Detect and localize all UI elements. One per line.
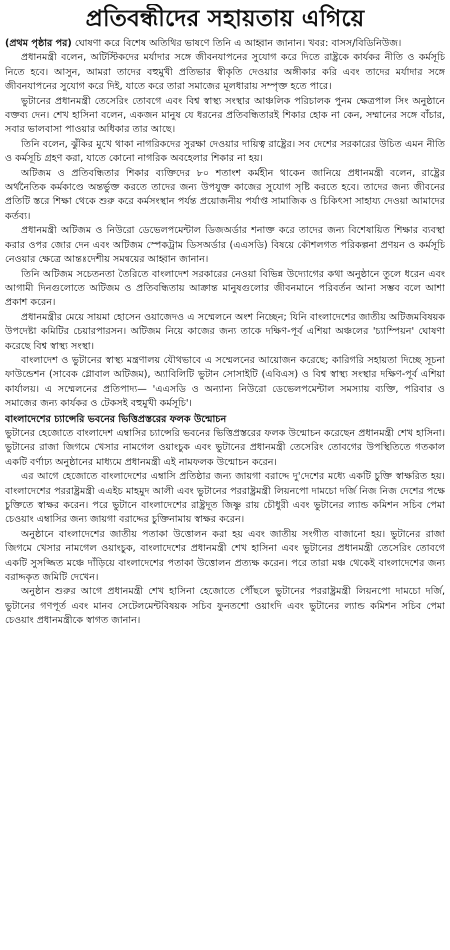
- article-paragraph: ভুটানের হেজোতে বাংলাদেশ এম্বাসির চ্যান্সেরি ভবনের ভিত্তিপ্রস্তরের ফলক উন্মোচন করেছেন প্রধানমন্ত্রী শেখ হাসিনা। ভুটানের রাজা জিগমে খেসার নামগেল ওয়াংচুক এবং ভুটানের প্রধানমন্ত্রী তেসেরিং তোবগের উপস্থিতিতে গতকাল একটি বর্ণাঢ্য অনুষ্ঠানের মাধ্যমে প্রধানমন্ত্রী এই নামফলক উন্মোচন করেন।: [5, 427, 445, 468]
- paragraph-text: ঘোষণা করে বিশেষ অতিথির ভাষণে তিনি এ আহ্বান জানান। খবর: বাসস/বিডিনিউজ।: [74, 38, 402, 49]
- article-paragraph: বাংলাদেশ ও ভুটানের স্বাস্থ্য মন্ত্রণালয় যৌথভাবে এ সম্মেলনের আয়োজন করেছে; কারিগরি সহায়তা দিচ্ছে সূচনা ফাউন্ডেশন (সাবেক গ্লোবাল অটিজম), অ্যাবিলিটি ভুটান সোসাইটি (এবিএস) ও বিশ্ব স্বাস্থ্য সংস্থার দক্ষিণ-পূর্ব এশিয়া কার্যালয়। এ সম্মেলনের প্রতিপাদ্য— 'এএসডি ও অন্যান্য নিউরো ডেভেলপমেন্টাল সমস্যায় ব্যক্তি, পরিবার ও সমাজের জন্য কার্যকর ও টেকসই বহুমুখী কর্মসূচি'।: [5, 354, 445, 410]
- article-paragraph: এর আগে হেজোতে বাংলাদেশের এম্বাসি প্রতিষ্ঠার জন্য জায়গা বরাদ্দে দু'দেশের মধ্যে একটি চুক্তি স্বাক্ষরিত হয়। বাংলাদেশের পররাষ্ট্রমন্ত্রী এএইচ মাহমুদ আলী এবং ভুটানের পররাষ্ট্রমন্ত্রী লিয়নপো দামচো দর্জি নিজ নিজ দেশের পক্ষে চুক্তিতে স্বাক্ষর করেন। পরে ভুটানে বাংলাদেশের রাষ্ট্রদূত জিষ্ণু রায় চৌধুরী এবং ভুটানের ল্যান্ড কমিশন সচিব পেমা চেওয়াং এম্বাসির জন্য জায়গা বরাদ্দের চুক্তিনামায় স্বাক্ষর করেন।: [5, 471, 445, 526]
- article-paragraph: অটিজম ও প্রতিবন্ধিতার শিকার ব্যক্তিদের ৮০ শতাংশ কর্মহীন থাকেন জানিয়ে প্রধানমন্ত্রী বলেন, রাষ্ট্রের অর্থনৈতিক কর্মকাণ্ডে অন্তর্ভুক্ত করতে তাদের জন্য উপযুক্ত কাজের সুযোগ সৃষ্টি করতে হবে। তাদের জন্য জীবনের প্রতিটি স্তরে শিক্ষা থেকে শুরু করে কর্মসংস্থান পর্যন্ত প্রয়োজনীয় পর্যাপ্ত সামাজিক ও চিকিৎসা সাহায্য দেওয়া আমাদের কর্তব্য।: [5, 167, 445, 222]
- article-headline: প্রতিবন্ধীদের সহায়তায় এগিয়ে: [85, 5, 365, 32]
- article-paragraph: ভুটানের প্রধানমন্ত্রী তেসেরিং তোবগে এবং বিশ্ব স্বাস্থ্য সংস্থার আঞ্চলিক পরিচালক পুনম ক্ষেত্রপাল সিং অনুষ্ঠানে বক্তব্য দেন। শেখ হাসিনা বলেন, একজন মানুষ যে ধরনের প্রতিবন্ধিতারই শিকার হোক না কেন, সম্মানের সঙ্গে বাঁচার, সবার ভালবাসা পাওয়ার অধিকার তার আছে।: [5, 95, 445, 136]
- article-subheading: বাংলাদেশের চ্যান্সেরি ভবনের ভিত্তিপ্রস্তরের ফলক উন্মোচন: [5, 413, 227, 425]
- article-paragraph: অনুষ্ঠান শুরুর আগে প্রধানমন্ত্রী শেখ হাসিনা হেজোতে পৌঁছলে ভুটানের পররাষ্ট্রমন্ত্রী লিয়নপো দামচো দর্জি, ভুটানের গণপূর্ত এবং মানব সেটেলমেন্টবিষয়ক সচিব ফুনতশো ওয়াংদি এবং ভুটানের ল্যান্ড কমিশন সচিব পেমা চেওয়াং প্রধানমন্ত্রীকে স্বাগত জানান।: [5, 586, 445, 627]
- article-paragraph: প্রধানমন্ত্রী বলেন, অটিস্টিকদের মর্যাদার সঙ্গে জীবনযাপনের সুযোগ করে দিতে রাষ্ট্রকে কার্যকর নীতি ও কর্মসূচি নিতে হবে। আসুন, আমরা তাদের বহুমুখী প্রতিভার স্বীকৃতি দেওয়ার অঙ্গীকার করি এবং তাদের মর্যাদার সঙ্গে জীবনযাপনের সুযোগ করে দিই, যাতে করে তারা সমাজের মূলধারায় সম্পৃক্ত হতে পারে।: [5, 52, 445, 93]
- article-paragraph: প্রধানমন্ত্রী অটিজম ও নিউরো ডেভেলপমেন্টাল ডিজঅর্ডার শনাক্ত করে তাদের জন্য বিশেষায়িত শিক্ষার ব্যবস্থা করার ওপর জোর দেন এবং অটিজম স্পেকট্রাম ডিসঅর্ডার (এএসডি) বিষয়ে কৌশলগত পরিকল্পনা প্রণয়ন ও কর্মসূচি নেওয়ার ক্ষেত্রে আন্তঃদেশীয় সমন্বয়ের আহ্বান জানান।: [5, 225, 445, 266]
- continued-from-tag: (প্রথম পৃষ্ঠার পর): [5, 38, 72, 49]
- article-paragraph: তিনি বলেন, ঝুঁকির মুখে থাকা নাগরিকদের সুরক্ষা দেওয়ার দায়িত্ব রাষ্ট্রের। সব দেশের সরকারের উচিত এমন নীতি ও কর্মসূচি গ্রহণ করা, যাতে কোনো নাগরিক অবহেলার শিকার না হয়।: [5, 138, 445, 165]
- article-paragraph: [5, 37, 445, 51]
- article-paragraph: অনুষ্ঠানে বাংলাদেশের জাতীয় পতাকা উত্তোলন করা হয় এবং জাতীয় সংগীত বাজানো হয়। ভুটানের রাজা জিগমে খেসার নামগেল ওয়াংচুক, বাংলাদেশের প্রধানমন্ত্রী শেখ হাসিনা এবং ভুটানের প্রধানমন্ত্রী তেসেরিং তোবগে একটি সুসজ্জিত মঞ্চে দাঁড়িয়ে বাংলাদেশের পতাকা উত্তোলন প্রত্যক্ষ করেন। পরে তারা মঞ্চ থেকেই বাংলাদেশের জন্য বরাদ্দকৃত জমিটি দেখেন।: [5, 528, 445, 584]
- article-paragraph: তিনি অটিজম সচেতনতা তৈরিতে বাংলাদেশ সরকারের নেওয়া বিভিন্ন উদ্যোগের কথা অনুষ্ঠানে তুলে ধরেন এবং আগামী দিনগুলোতে অটিজম ও প্রতিবন্ধিতায় আক্রান্ত মানুষগুলোর জীবনমানে পরিবর্তন আনা সম্ভব বলে আশা প্রকাশ করেন।: [5, 268, 445, 309]
- news-article: [5, 4, 445, 946]
- article-paragraph: প্রধানমন্ত্রীর মেয়ে সায়মা হোসেন ওয়াজেদও এ সম্মেলনে অংশ নিচ্ছেন; যিনি বাংলাদেশের জাতীয় অটিজমবিষয়ক উপদেষ্টা কমিটির চেয়ারপারসন। অটিজম নিয়ে কাজের জন্য তাকে দক্ষিণ-পূর্ব এশিয়া অঞ্চলের 'চ্যাম্পিয়ন' ঘোষণা করেছে বিশ্ব স্বাস্থ্য সংস্থা।: [5, 311, 445, 352]
- article-body: [5, 37, 445, 629]
